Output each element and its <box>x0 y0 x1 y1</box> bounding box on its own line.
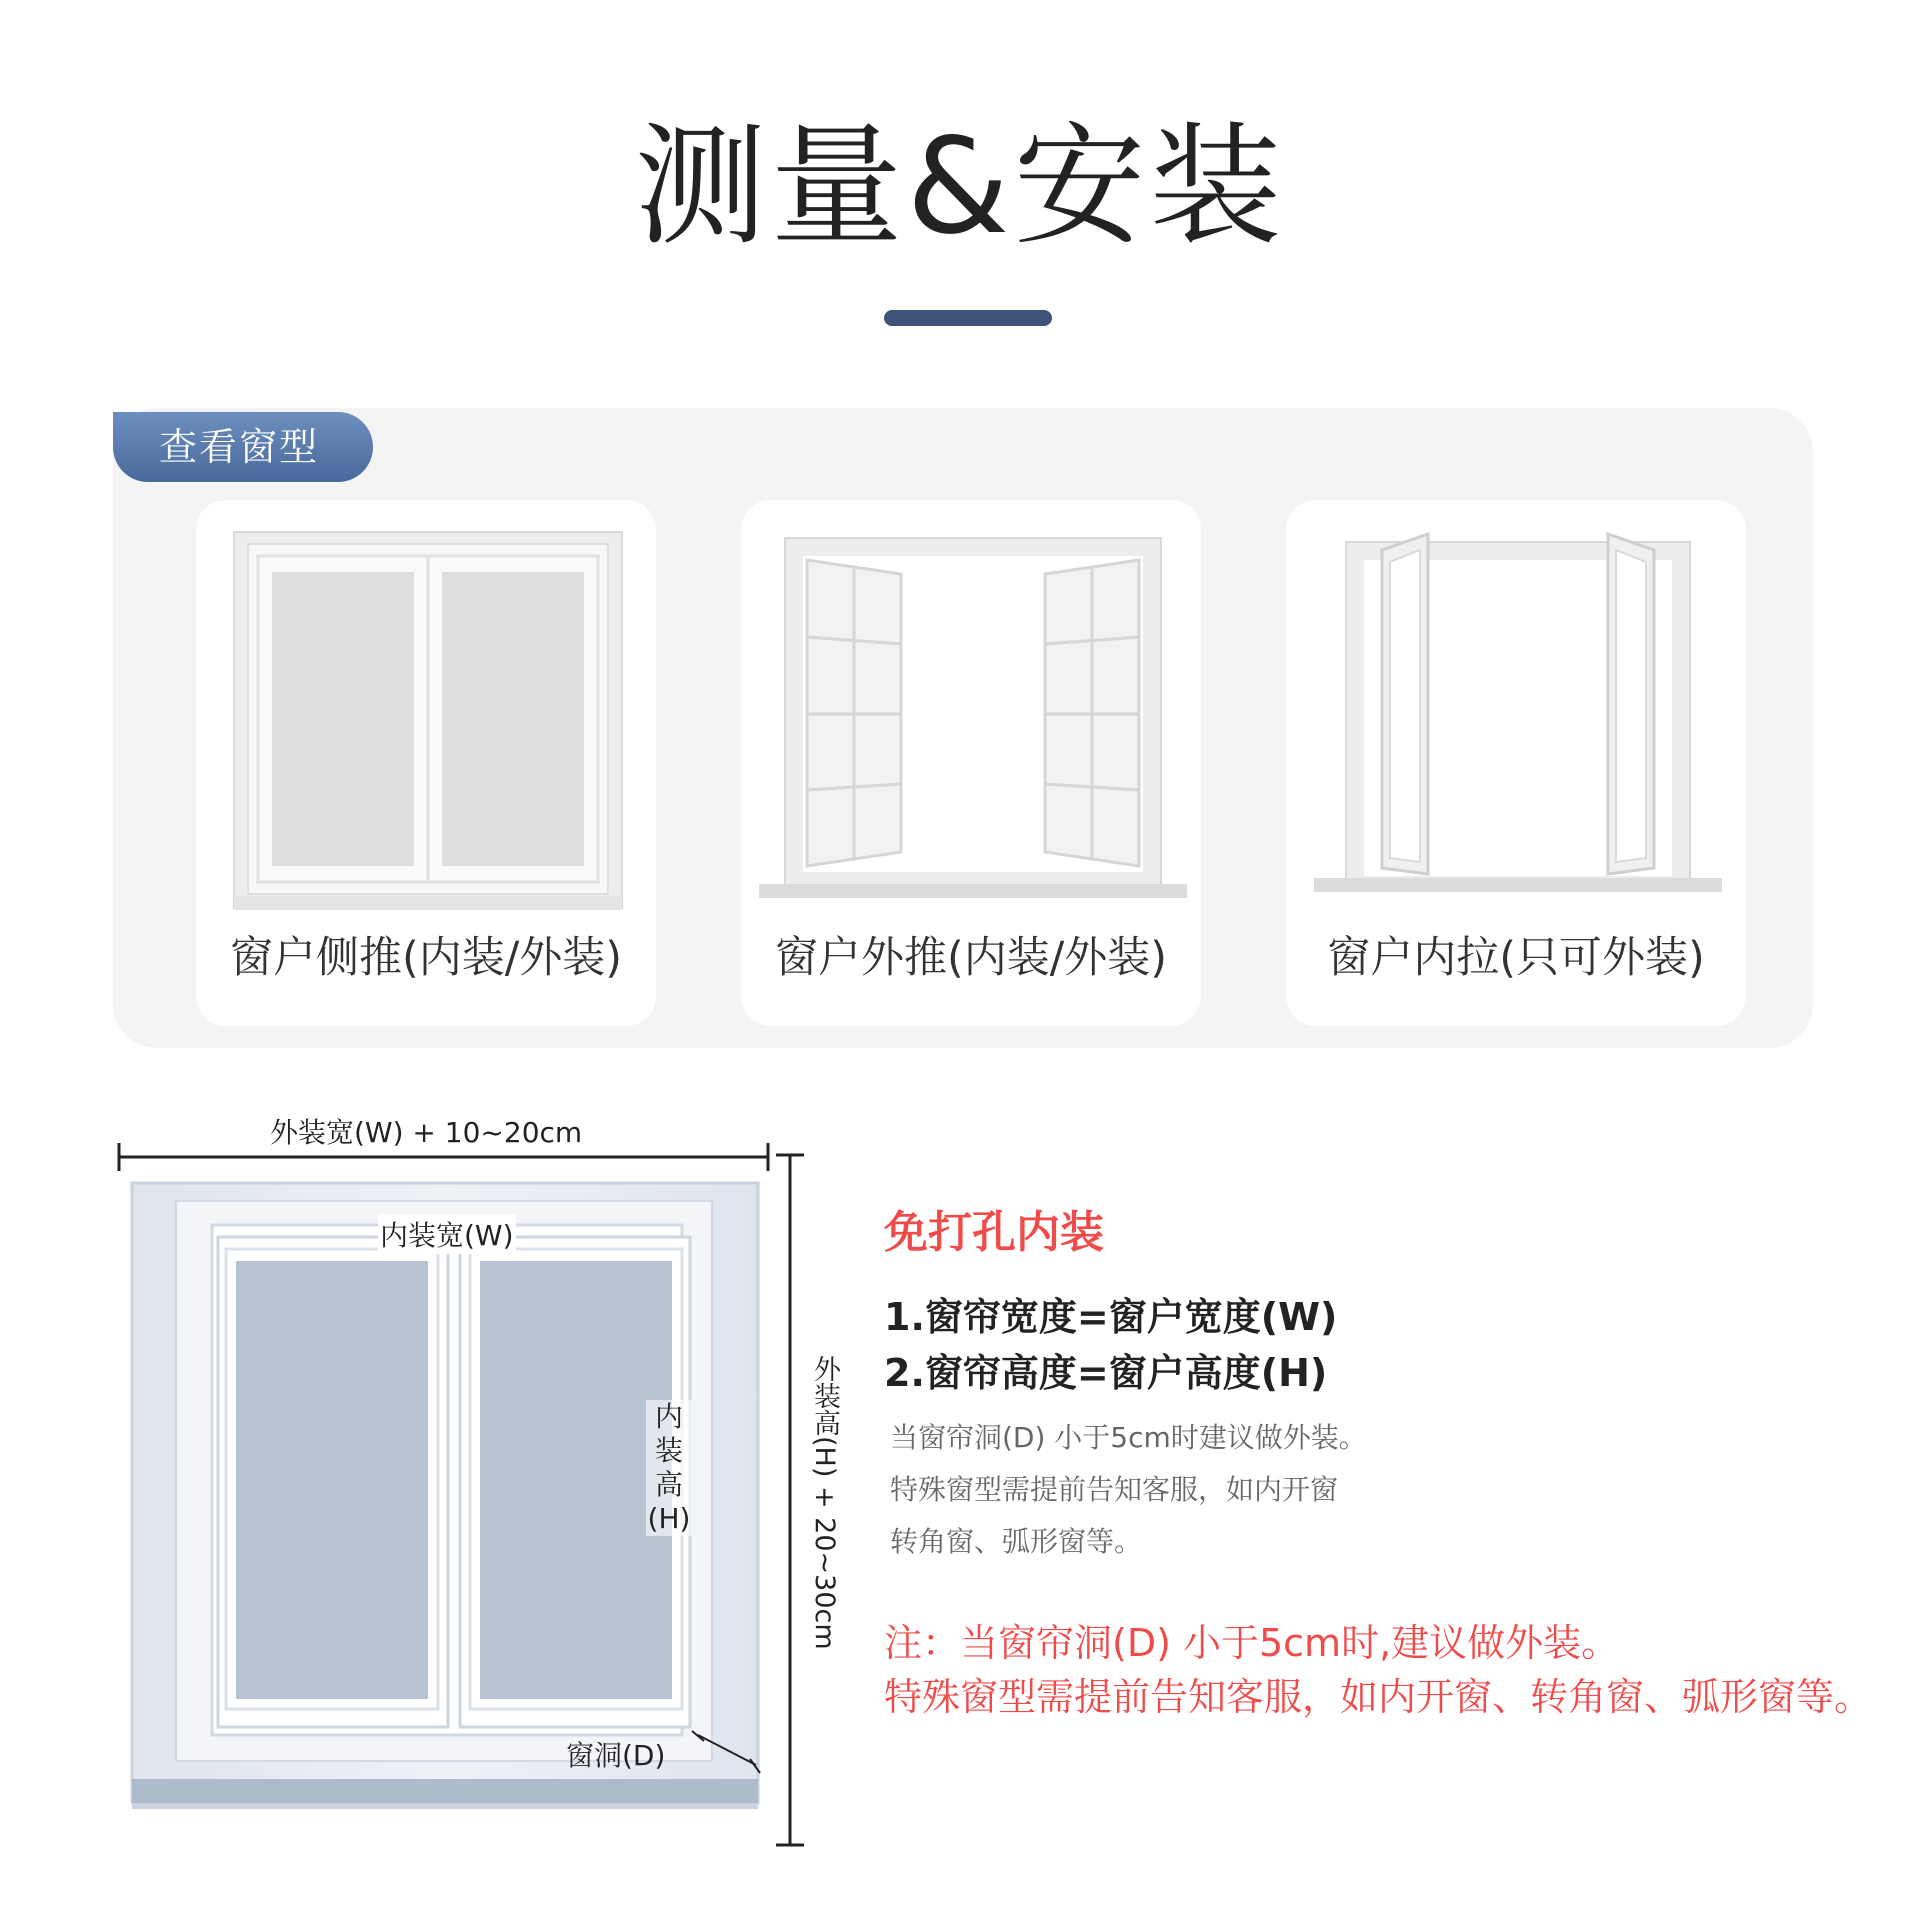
window-type-label: 窗户侧推(内装/外装) <box>229 933 623 983</box>
window-type-card-outward[interactable] <box>741 500 1201 1026</box>
sliding-window-icon <box>196 500 656 920</box>
red-note: 注：当窗帘洞(D) 小于5cm时,建议做外装。 <box>884 1621 1620 1665</box>
page-title: 测量&安装 <box>634 110 1286 264</box>
inner-width-label: 内装宽(W) <box>378 1214 516 1254</box>
inner-height-label: 内 装 高 (H) <box>647 1400 691 1535</box>
grey-note: 转角窗、弧形窗等。 <box>890 1525 1143 1558</box>
install-heading: 免打孔内装 <box>884 1207 1104 1258</box>
window-type-label: 窗户内拉(只可外装) <box>1327 933 1705 983</box>
window-type-card-inward[interactable] <box>1286 500 1746 1026</box>
title-underline <box>884 310 1052 326</box>
rule-width: 1.窗帘宽度=窗户宽度(W) <box>884 1295 1338 1339</box>
inward-casement-window-icon <box>1286 500 1746 920</box>
depth-label: 窗洞(D) <box>566 1739 666 1772</box>
measurement-diagram <box>100 1095 820 1875</box>
view-window-types-tab[interactable]: 查看窗型 <box>113 412 373 482</box>
grey-note: 当窗帘洞(D) 小于5cm时建议做外装。 <box>890 1421 1367 1454</box>
grey-note: 特殊窗型需提前告知客服，如内开窗 <box>890 1473 1339 1506</box>
window-type-label: 窗户外推(内装/外装) <box>774 933 1168 983</box>
rule-height: 2.窗帘高度=窗户高度(H) <box>884 1351 1328 1395</box>
red-note: 特殊窗型需提前告知客服，如内开窗、转角窗、弧形窗等。 <box>884 1675 1873 1719</box>
window-type-card-sliding[interactable] <box>196 500 656 1026</box>
outer-width-label: 外装宽(W) + 10~20cm <box>270 1116 583 1149</box>
outward-casement-window-icon <box>741 500 1201 920</box>
outer-height-label: 外装高(H) + 20~30cm <box>809 1355 840 1650</box>
